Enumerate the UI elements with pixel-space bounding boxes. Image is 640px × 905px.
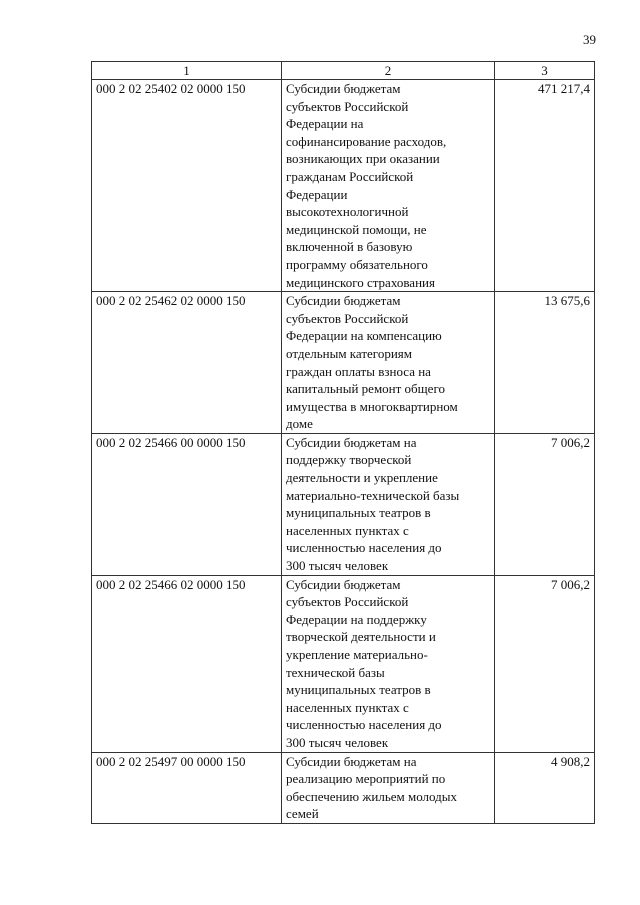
description-line: Федерации на компенсацию <box>286 328 442 344</box>
description-line: 300 тысяч человек <box>286 734 389 750</box>
description-line: населенных пунктах с <box>286 522 409 538</box>
description-line: субъектов Российской <box>286 98 409 114</box>
table-row <box>92 575 595 752</box>
description-line: включенной в базовую <box>286 239 413 255</box>
description-line: 300 тысяч человек <box>286 558 389 574</box>
description-line: муниципальных театров в <box>286 682 431 698</box>
amount-value: 13 675,6 <box>495 292 595 434</box>
description-line: медицинской помощи, не <box>286 221 427 237</box>
description-line: материально-технической базы <box>286 487 460 503</box>
table-row <box>92 433 595 575</box>
classification-code: 000 2 02 25466 00 0000 150 <box>92 433 282 575</box>
description-line: имущества в многоквартирном <box>286 398 458 414</box>
description-line: граждан оплаты взноса на <box>286 363 431 379</box>
column-header-3: 3 <box>495 62 595 80</box>
amount-value: 4 908,2 <box>495 752 595 823</box>
column-header-1: 1 <box>92 62 282 80</box>
description-line: численностью населения до <box>286 717 442 733</box>
description-line: Федерации на <box>286 116 364 132</box>
amount-value: 7 006,2 <box>495 575 595 752</box>
description-line: деятельности и укрепление <box>286 470 438 486</box>
table-header-row <box>92 62 595 80</box>
description-line: субъектов Российской <box>286 594 409 610</box>
revenue-description <box>282 752 495 823</box>
description-line: Федерации на поддержку <box>286 611 427 627</box>
description-line: численностью населения до <box>286 540 442 556</box>
description-line: софинансирование расходов, <box>286 133 447 149</box>
description-line: медицинского страхования <box>286 274 435 290</box>
description-line: поддержку творческой <box>286 452 412 468</box>
classification-code: 000 2 02 25497 00 0000 150 <box>92 752 282 823</box>
description-line: населенных пунктах с <box>286 699 409 715</box>
description-line: творческой деятельности и <box>286 629 436 645</box>
description-line: Субсидии бюджетам <box>286 576 401 592</box>
column-header-2: 2 <box>282 62 495 80</box>
description-line: Субсидии бюджетам на <box>286 434 417 450</box>
description-line: муниципальных театров в <box>286 505 431 521</box>
description-line: Субсидии бюджетам <box>286 81 401 96</box>
description-line: семей <box>286 806 319 822</box>
table-body <box>92 80 595 824</box>
description-line: отдельным категориям <box>286 345 412 361</box>
classification-code: 000 2 02 25466 02 0000 150 <box>92 575 282 752</box>
amount-value: 471 217,4 <box>495 80 595 292</box>
revenue-description <box>282 433 495 575</box>
description-line: Федерации <box>286 186 348 202</box>
budget-revenue-table <box>91 61 595 824</box>
description-line: Субсидии бюджетам <box>286 293 401 309</box>
description-line: Субсидии бюджетам на <box>286 753 417 769</box>
description-line: доме <box>286 416 313 432</box>
description-line: укрепление материально- <box>286 647 428 662</box>
description-line: программу обязательного <box>286 256 428 272</box>
table-row <box>92 292 595 434</box>
description-line: обеспечению жильем молодых <box>286 788 458 804</box>
description-line: возникающих при оказании <box>286 151 440 167</box>
description-line: высокотехнологичной <box>286 204 409 220</box>
description-line: технической базы <box>286 664 385 680</box>
description-line: гражданам Российской <box>286 168 414 184</box>
table-row <box>92 80 595 292</box>
revenue-description <box>282 292 495 434</box>
page-number: 39 <box>583 32 596 47</box>
description-line: капитальный ремонт общего <box>286 381 445 397</box>
table-row <box>92 752 595 823</box>
amount-value: 7 006,2 <box>495 433 595 575</box>
description-line: субъектов Российской <box>286 310 409 326</box>
revenue-description <box>282 575 495 752</box>
classification-code: 000 2 02 25402 02 0000 150 <box>92 80 282 292</box>
revenue-description <box>282 80 495 292</box>
description-line: реализацию мероприятий по <box>286 771 446 787</box>
classification-code: 000 2 02 25462 02 0000 150 <box>92 292 282 434</box>
